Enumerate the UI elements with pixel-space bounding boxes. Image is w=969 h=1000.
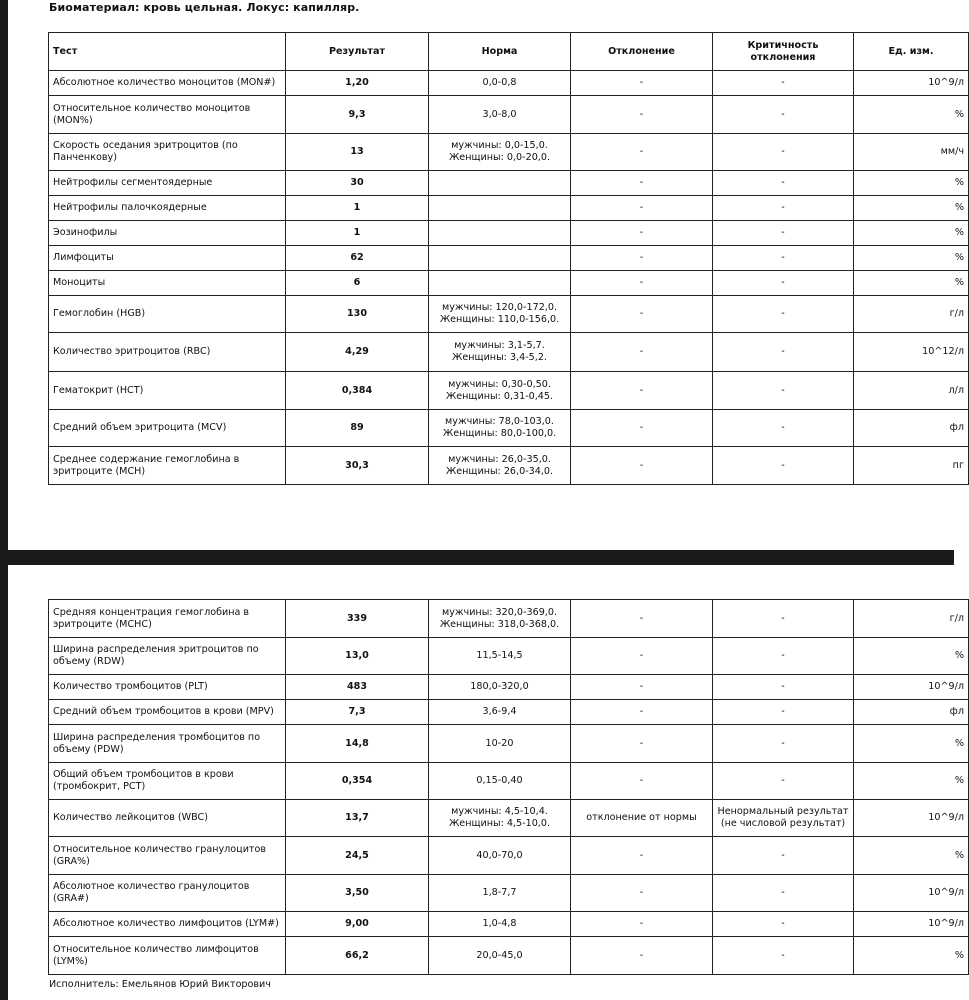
- test-name: Моноциты: [49, 271, 286, 296]
- unit-value: %: [854, 937, 969, 975]
- table-row: [49, 912, 969, 937]
- criticality-value: -: [713, 171, 854, 196]
- result-value: 89: [286, 410, 429, 447]
- norm-line: мужчины: 0,0-15,0.: [451, 140, 548, 151]
- test-name: Количество лейкоцитов (WBC): [49, 800, 286, 837]
- test-name: Ширина распределения эритроцитов по объему (RDW): [49, 638, 286, 675]
- test-name: Средняя концентрация гемоглобина в эритроците (MCHC): [49, 600, 286, 638]
- norm-line: 11,5-14,5: [476, 650, 523, 661]
- result-value: 0,354: [286, 763, 429, 800]
- test-name: Общий объем тромбоцитов в крови (тромбокрит, PCT): [49, 763, 286, 800]
- criticality-value: -: [713, 196, 854, 221]
- deviation-value: -: [571, 763, 713, 800]
- test-name: Относительное количество лимфоцитов (LYM%): [49, 937, 286, 975]
- norm-range: [429, 296, 571, 333]
- norm-range: [429, 763, 571, 800]
- norm-range: [429, 800, 571, 837]
- unit-value: %: [854, 271, 969, 296]
- table-row: [49, 875, 969, 912]
- criticality-value: -: [713, 447, 854, 485]
- deviation-value: -: [571, 700, 713, 725]
- result-value: 339: [286, 600, 429, 638]
- unit-value: г/л: [854, 296, 969, 333]
- result-value: 1,20: [286, 71, 429, 96]
- result-value: 6: [286, 271, 429, 296]
- deviation-value: -: [571, 837, 713, 875]
- table-row: [49, 71, 969, 96]
- table-row: [49, 447, 969, 485]
- test-name: Ширина распределения тромбоцитов по объему (PDW): [49, 725, 286, 763]
- criticality-value: -: [713, 372, 854, 410]
- norm-line: 10-20: [485, 737, 514, 749]
- norm-line: Женщины: 0,0-20,0.: [448, 152, 551, 163]
- deviation-value: -: [571, 196, 713, 221]
- table-row: [49, 410, 969, 447]
- deviation-value: -: [571, 937, 713, 975]
- result-value: 66,2: [286, 937, 429, 975]
- norm-range: [429, 410, 571, 447]
- criticality-value: -: [713, 271, 854, 296]
- norm-line: 20,0-45,0: [476, 949, 523, 961]
- result-value: 0,384: [286, 372, 429, 410]
- table-row: [49, 837, 969, 875]
- unit-value: 10^9/л: [854, 912, 969, 937]
- result-value: 7,3: [286, 700, 429, 725]
- table-row: [49, 763, 969, 800]
- norm-line: Женщины: 3,4-5,2.: [452, 352, 547, 363]
- test-name: Скорость оседания эритроцитов (по Панченкову): [49, 134, 286, 171]
- norm-line: мужчины: 4,5-10,4.: [451, 806, 548, 817]
- test-name: Эозинофилы: [49, 221, 286, 246]
- unit-value: г/л: [854, 600, 969, 638]
- deviation-value: -: [571, 600, 713, 638]
- unit-value: 10^9/л: [854, 71, 969, 96]
- deviation-value: -: [571, 171, 713, 196]
- unit-value: %: [854, 171, 969, 196]
- norm-line: Женщины: 4,5-10,0.: [448, 818, 551, 829]
- unit-value: 10^12/л: [854, 333, 969, 372]
- results-table-1: [48, 32, 969, 485]
- criticality-value: -: [713, 296, 854, 333]
- norm-range: [429, 725, 571, 763]
- criticality-value: -: [713, 912, 854, 937]
- result-value: 30: [286, 171, 429, 196]
- norm-line: мужчины: 320,0-369,0.: [441, 606, 558, 618]
- criticality-value: -: [713, 71, 854, 96]
- test-name: Средний объем эритроцита (MCV): [49, 410, 286, 447]
- criticality-value: -: [713, 937, 854, 975]
- norm-line: 0,0-0,8: [482, 77, 517, 88]
- norm-range: [429, 221, 571, 246]
- deviation-value: -: [571, 71, 713, 96]
- results-table-2: [48, 599, 969, 975]
- table-row: [49, 700, 969, 725]
- unit-value: 10^9/л: [854, 875, 969, 912]
- table-row: [49, 271, 969, 296]
- norm-range: [429, 96, 571, 134]
- result-value: 13,0: [286, 638, 429, 675]
- deviation-value: -: [571, 912, 713, 937]
- criticality-value: -: [713, 410, 854, 447]
- result-value: 30,3: [286, 447, 429, 485]
- norm-range: [429, 134, 571, 171]
- result-value: 13: [286, 134, 429, 171]
- norm-line: 3,6-9,4: [482, 706, 517, 717]
- col-header-deviation: Отклонение: [571, 33, 713, 71]
- col-header-criticality: Критичность отклонения: [713, 33, 854, 71]
- deviation-value: -: [571, 134, 713, 171]
- result-value: 483: [286, 675, 429, 700]
- table-row: [49, 96, 969, 134]
- deviation-value: -: [571, 410, 713, 447]
- unit-value: %: [854, 725, 969, 763]
- test-name: Средний объем тромбоцитов в крови (MPV): [49, 700, 286, 725]
- criticality-value: -: [713, 333, 854, 372]
- deviation-value: -: [571, 96, 713, 134]
- test-name: Количество тромбоцитов (PLT): [49, 675, 286, 700]
- norm-line: Женщины: 80,0-100,0.: [442, 428, 557, 439]
- test-name: Относительное количество гранулоцитов (GRA%): [49, 837, 286, 875]
- norm-line: 0,15-0,40: [476, 775, 523, 786]
- table-row: [49, 937, 969, 975]
- norm-range: [429, 271, 571, 296]
- unit-value: л/л: [854, 372, 969, 410]
- result-value: 1: [286, 221, 429, 246]
- deviation-value: -: [571, 296, 713, 333]
- table-row: [49, 296, 969, 333]
- test-name: Гематокрит (HCT): [49, 372, 286, 410]
- result-value: 62: [286, 246, 429, 271]
- norm-range: [429, 372, 571, 410]
- norm-line: мужчины: 26,0-35,0.: [448, 453, 551, 465]
- criticality-value: Ненормальный результат (не числовой результат): [713, 800, 854, 837]
- norm-line: 1,0-4,8: [482, 918, 517, 929]
- criticality-value: -: [713, 675, 854, 700]
- unit-value: фл: [854, 700, 969, 725]
- norm-line: Женщины: 26,0-34,0.: [445, 465, 554, 477]
- test-name: Гемоглобин (HGB): [49, 296, 286, 333]
- criticality-value: -: [713, 600, 854, 638]
- unit-value: %: [854, 638, 969, 675]
- test-name: Нейтрофилы сегментоядерные: [49, 171, 286, 196]
- norm-range: [429, 71, 571, 96]
- unit-value: фл: [854, 410, 969, 447]
- unit-value: %: [854, 246, 969, 271]
- result-value: 13,7: [286, 800, 429, 837]
- test-name: Абсолютное количество лимфоцитов (LYM#): [49, 912, 286, 937]
- deviation-value: -: [571, 333, 713, 372]
- criticality-value: -: [713, 725, 854, 763]
- col-header-norm: Норма: [429, 33, 571, 71]
- criticality-value: -: [713, 96, 854, 134]
- criticality-value: -: [713, 837, 854, 875]
- deviation-value: отклонение от нормы: [571, 800, 713, 837]
- performer-line: Исполнитель: Емельянов Юрий Викторович: [49, 979, 271, 990]
- criticality-value: -: [713, 246, 854, 271]
- norm-line: мужчины: 78,0-103,0.: [445, 416, 554, 427]
- result-value: 4,29: [286, 333, 429, 372]
- unit-value: мм/ч: [854, 134, 969, 171]
- deviation-value: -: [571, 221, 713, 246]
- table-header-row: [49, 33, 969, 71]
- deviation-value: -: [571, 875, 713, 912]
- col-header-test: Тест: [49, 33, 286, 71]
- deviation-value: -: [571, 675, 713, 700]
- table-row: [49, 221, 969, 246]
- deviation-value: -: [571, 638, 713, 675]
- test-name: Абсолютное количество моноцитов (MON#): [49, 71, 286, 96]
- norm-line: Женщины: 110,0-156,0.: [439, 314, 560, 325]
- result-value: 1: [286, 196, 429, 221]
- col-header-unit: Ед. изм.: [854, 33, 969, 71]
- criticality-value: -: [713, 638, 854, 675]
- unit-value: %: [854, 763, 969, 800]
- norm-range: [429, 912, 571, 937]
- norm-range: [429, 447, 571, 485]
- test-name: Нейтрофилы палочкоядерные: [49, 196, 286, 221]
- test-name: Количество эритроцитов (RBC): [49, 333, 286, 372]
- deviation-value: -: [571, 725, 713, 763]
- norm-range: [429, 837, 571, 875]
- col-header-result: Результат: [286, 33, 429, 71]
- norm-range: [429, 638, 571, 675]
- criticality-value: -: [713, 221, 854, 246]
- table-row: [49, 638, 969, 675]
- table-row: [49, 246, 969, 271]
- norm-line: 180,0-320,0: [470, 681, 529, 692]
- norm-range: [429, 246, 571, 271]
- left-edge-top: [0, 0, 8, 550]
- norm-range: [429, 171, 571, 196]
- table-row: [49, 171, 969, 196]
- table-row: [49, 800, 969, 837]
- result-value: 9,3: [286, 96, 429, 134]
- norm-range: [429, 700, 571, 725]
- deviation-value: -: [571, 271, 713, 296]
- unit-value: 10^9/л: [854, 675, 969, 700]
- norm-line: Женщины: 0,31-0,45.: [445, 390, 554, 402]
- result-value: 14,8: [286, 725, 429, 763]
- table-row: [49, 725, 969, 763]
- deviation-value: -: [571, 246, 713, 271]
- criticality-value: -: [713, 763, 854, 800]
- norm-range: [429, 937, 571, 975]
- criticality-value: -: [713, 875, 854, 912]
- norm-line: мужчины: 3,1-5,7.: [454, 340, 545, 351]
- table-row: [49, 196, 969, 221]
- test-name: Относительное количество моноцитов (MON%): [49, 96, 286, 134]
- norm-range: [429, 600, 571, 638]
- left-edge-bottom: [0, 565, 8, 1000]
- result-value: 24,5: [286, 837, 429, 875]
- norm-line: 3,0-8,0: [482, 108, 517, 120]
- test-name: Среднее содержание гемоглобина в эритроците (MCH): [49, 447, 286, 485]
- unit-value: %: [854, 196, 969, 221]
- norm-line: 40,0-70,0: [476, 849, 523, 861]
- unit-value: пг: [854, 447, 969, 485]
- result-value: 9,00: [286, 912, 429, 937]
- table-row: [49, 600, 969, 638]
- deviation-value: -: [571, 447, 713, 485]
- norm-range: [429, 333, 571, 372]
- test-name: Лимфоциты: [49, 246, 286, 271]
- norm-line: 1,8-7,7: [482, 887, 517, 898]
- deviation-value: -: [571, 372, 713, 410]
- page-gap: [0, 550, 954, 565]
- unit-value: %: [854, 96, 969, 134]
- unit-value: %: [854, 221, 969, 246]
- norm-range: [429, 196, 571, 221]
- table-row: [49, 134, 969, 171]
- criticality-value: -: [713, 700, 854, 725]
- norm-line: мужчины: 0,30-0,50.: [448, 378, 551, 390]
- table-row: [49, 675, 969, 700]
- norm-range: [429, 675, 571, 700]
- unit-value: %: [854, 837, 969, 875]
- table-row: [49, 333, 969, 372]
- norm-line: мужчины: 120,0-172,0.: [441, 302, 558, 313]
- unit-value: 10^9/л: [854, 800, 969, 837]
- test-name: Абсолютное количество гранулоцитов (GRA#): [49, 875, 286, 912]
- table-row: [49, 372, 969, 410]
- result-value: 130: [286, 296, 429, 333]
- page-title: Биоматериал: кровь цельная. Локус: капилляр.: [49, 1, 360, 14]
- norm-range: [429, 875, 571, 912]
- criticality-value: -: [713, 134, 854, 171]
- norm-line: Женщины: 318,0-368,0.: [439, 618, 560, 630]
- result-value: 3,50: [286, 875, 429, 912]
